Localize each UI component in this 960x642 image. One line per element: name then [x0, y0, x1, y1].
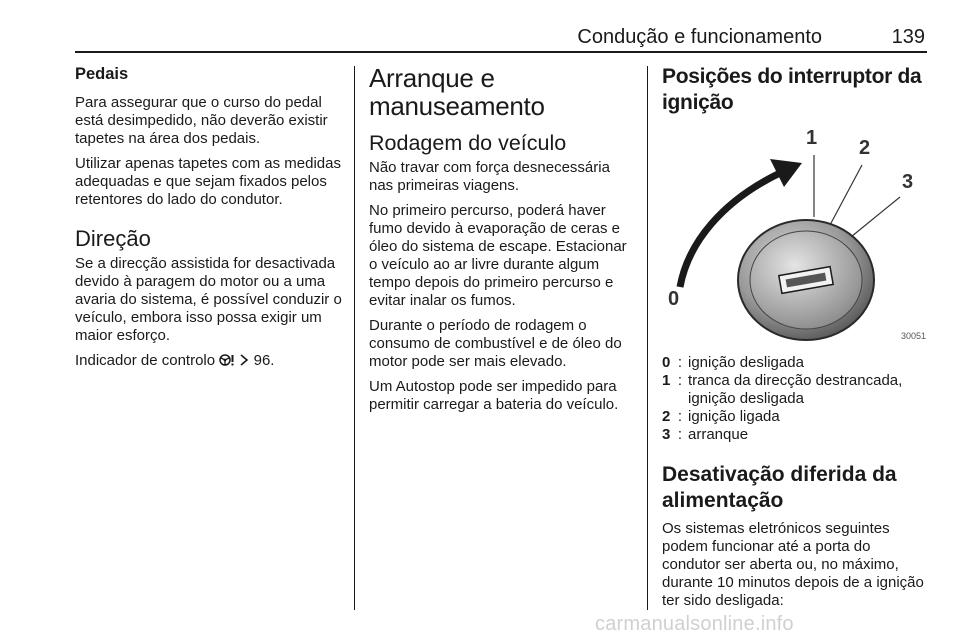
direcao-heading: Direção	[75, 226, 151, 251]
figure-label-0: 0	[668, 288, 680, 310]
position-3-line	[846, 197, 900, 241]
pedais-paragraph-1: Para assegurar que o curso do pedal está desimpedido, não deverão existir tapetes na área dos pedais.	[75, 94, 328, 147]
column-3	[662, 64, 932, 617]
section-heading: Arranque e manuseamento	[369, 63, 545, 121]
header-rule	[75, 51, 927, 53]
legend-text: ignição ligada	[688, 408, 780, 425]
figure-id: 30051	[900, 331, 926, 341]
figure-label-3: 3	[902, 171, 914, 193]
desativacao-heading: Desativação diferida da alimentação	[662, 463, 897, 512]
legend-separator: :	[677, 372, 683, 389]
legend-row	[662, 426, 932, 444]
desativacao-paragraph-1: Os sistemas eletrónicos seguintes podem funcionar até a porta do condutor ser aberta ou, no máximo, durante 10 minutos depois de a ignição ter sido desligada:	[662, 520, 924, 609]
page-reference-icon	[239, 352, 253, 369]
position-2-line	[830, 165, 862, 225]
indicator-text: Indicador de controlo	[75, 352, 216, 369]
legend-separator: :	[677, 408, 683, 425]
rodagem-paragraph-3: Durante o período de rodagem o consumo de combustível e de óleo do motor pode ser mais elevado.	[369, 317, 622, 370]
ignition-legend	[662, 354, 932, 444]
rodagem-paragraph-1: Não travar com força desnecessária nas primeiras viagens.	[369, 159, 610, 194]
figure-label-1: 1	[806, 127, 818, 149]
watermark: carmanualsonline.info	[595, 613, 794, 635]
rodagem-heading: Rodagem do veículo	[369, 131, 567, 155]
legend-separator: :	[677, 354, 683, 371]
legend-row	[662, 354, 932, 372]
column-divider-2	[647, 66, 648, 610]
legend-row	[662, 372, 932, 408]
rodagem-paragraph-2: No primeiro percurso, poderá haver fumo devido à evaporação de ceras e óleo do sistema de escape. Estacionar o veículo ao ar livre durante algum tempo depois do primeiro percurso e evitar inalar os fumos.	[369, 202, 627, 309]
legend-separator: :	[677, 426, 683, 443]
direcao-paragraph-1: Se a direcção assistida for desactivada devido à paragem do motor ou a uma avaria do sistema, é possível conduzir o veículo, embora isso possa exigir um maior esforço.	[75, 255, 342, 344]
page-header-title: Condução e funcionamento	[577, 26, 822, 48]
legend-number: 1	[662, 372, 671, 389]
steering-warning-icon	[219, 353, 235, 367]
legend-number: 0	[662, 354, 671, 371]
column-divider-1	[354, 66, 355, 610]
column-1	[75, 64, 343, 377]
page-number: 139	[891, 26, 925, 48]
pedais-paragraph-2: Utilizar apenas tapetes com as medidas adequadas e que sejam fixados pelos retentores do lado do condutor.	[75, 155, 341, 208]
figure-label-2: 2	[859, 137, 871, 159]
ignition-heading: Posições do interruptor da ignição	[662, 65, 922, 114]
legend-number: 3	[662, 426, 671, 443]
legend-text: ignição desligada	[688, 354, 804, 371]
legend-row	[662, 408, 932, 426]
pedais-heading: Pedais	[75, 65, 129, 83]
indicator-line	[75, 352, 343, 370]
ignition-switch-figure	[662, 125, 928, 347]
rodagem-paragraph-4: Um Autostop pode ser impedido para permitir carregar a bateria do veículo.	[369, 378, 619, 413]
legend-number: 2	[662, 408, 671, 425]
legend-text: arranque	[688, 426, 749, 443]
indicator-page-ref: 96.	[253, 352, 275, 369]
column-2	[369, 64, 635, 421]
legend-text: tranca da direcção destrancada, ignição desligada	[688, 372, 903, 407]
